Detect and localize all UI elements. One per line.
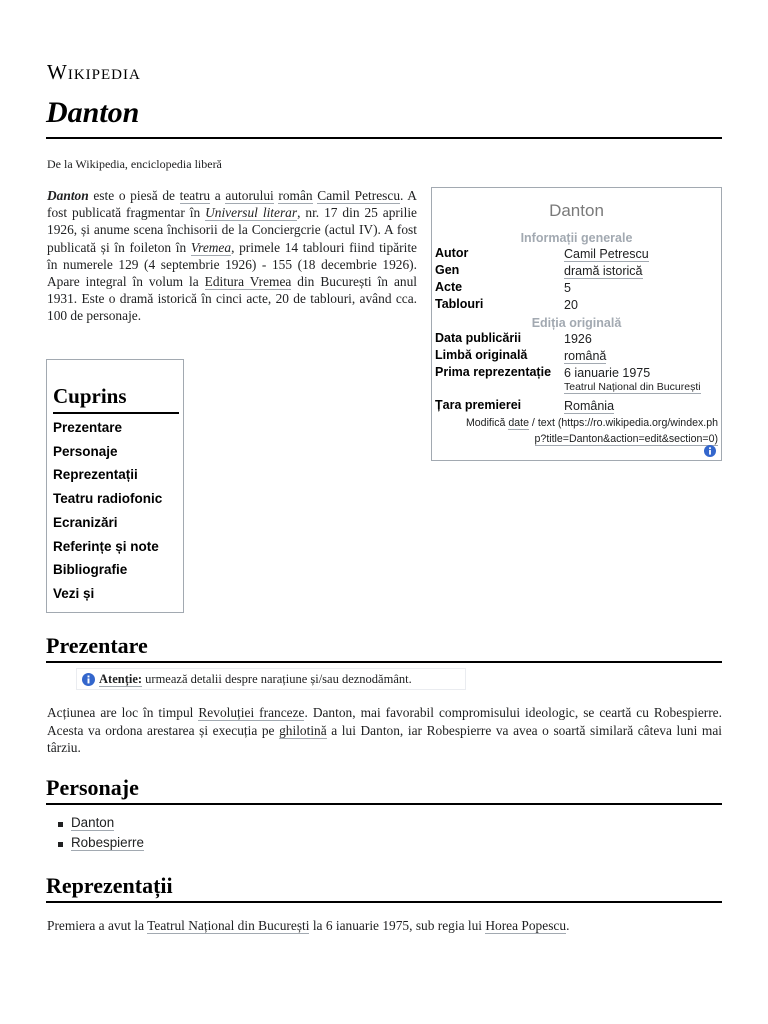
infobox-value-gen[interactable]: dramă istorică [564, 264, 643, 278]
notice-body: urmează detalii despre narațiune și/sau deznodământ. [142, 672, 412, 686]
link-horea-popescu[interactable]: Horea Popescu [485, 918, 567, 933]
table-of-contents [46, 359, 184, 613]
list-bullet [58, 822, 63, 827]
infobox-edit-date-link[interactable]: date [508, 417, 529, 429]
paragraph-text: la 6 ianuarie 1975, sub regia lui [309, 918, 486, 933]
intro-text: a [210, 188, 226, 203]
heading-prezentare: Prezentare [46, 633, 148, 658]
intro-text: , primele 14 tablouri fiind tipărite în numerele 129 (4 septembrie 1926) - 155 (18 decembrie 1926). Apare integral în volum la [47, 239, 417, 290]
intro-text: , nr. 17 din 25 aprilie 1926, și anume scena închisorii de la Conciergcrie (actul IV). A fost publicată și în foileton în [47, 205, 417, 255]
toc-item-prezentare[interactable]: Prezentare [53, 420, 123, 435]
infobox-edit-footer [435, 415, 718, 447]
intro-text: . A fost publicată fragmentar în [47, 188, 417, 221]
link-autorului[interactable]: autorului [225, 188, 274, 203]
page-title: Danton [46, 96, 140, 129]
infobox-value-tara[interactable]: România [564, 399, 615, 413]
list-item-robespierre[interactable]: Robespierre [71, 835, 144, 850]
notice-text [99, 672, 412, 687]
link-teatru[interactable]: teatru [179, 188, 211, 203]
info-icon[interactable] [704, 445, 716, 457]
infobox-value-tablouri: 20 [564, 298, 578, 312]
title-divider [46, 137, 722, 139]
heading-divider [46, 901, 722, 903]
infobox-value-acte: 5 [564, 281, 571, 295]
intro-paragraph [47, 187, 417, 325]
paragraph-text: Premiera a avut la [47, 918, 148, 933]
reprezentatii-paragraph [47, 918, 569, 934]
toc-item-reprezentatii[interactable]: Reprezentații [53, 467, 138, 482]
paragraph-text: . [566, 918, 570, 933]
infobox-title: Danton [549, 201, 604, 220]
infobox-key-acte: Acte [435, 280, 463, 294]
link-revolutiei-franceze[interactable]: Revoluției franceze [198, 705, 305, 720]
list-item-danton[interactable]: Danton [71, 815, 115, 830]
toc-item-bibliografie[interactable]: Bibliografie [53, 562, 128, 577]
infobox-section-general: Informații generale [520, 231, 633, 245]
link-vremea[interactable]: Vremea [190, 239, 232, 255]
intro-subject: Danton [47, 188, 89, 203]
toc-item-personaje[interactable]: Personaje [53, 444, 118, 459]
infobox-value-data-publicarii: 1926 [564, 332, 592, 346]
infobox-key-autor: Autor [435, 246, 469, 260]
infobox-edit-text-link[interactable]: p?title=Danton&action=edit&section=0) [534, 433, 718, 445]
link-camil-petrescu[interactable]: Camil Petrescu [317, 188, 401, 203]
toc-title: Cuprins [53, 384, 127, 408]
infobox-key-limba: Limbă originală [435, 348, 528, 362]
infobox-key-prima-reprezentatie: Prima reprezentație [435, 365, 552, 379]
paragraph-text: . Danton, mai favorabil compromisului ideologic, se ceartă cu Robespierre. Acesta va ordona arestarea și execuția pe [47, 705, 722, 738]
heading-divider [46, 661, 722, 663]
heading-personaje: Personaje [46, 775, 139, 800]
toc-item-ecranizari[interactable]: Ecranizări [53, 515, 118, 530]
list-bullet [58, 842, 63, 847]
link-ghilotina[interactable]: ghilotină [279, 722, 327, 738]
info-icon [82, 673, 95, 686]
infobox-value-teatrul[interactable]: Teatrul Național din București [564, 381, 701, 393]
heading-reprezentatii: Reprezentații [46, 873, 173, 898]
toc-divider [53, 412, 179, 414]
wikipedia-wordmark[interactable]: Wikipedia [47, 60, 141, 84]
toc-item-teatru-radiofonic[interactable]: Teatru radiofonic [53, 491, 163, 506]
prezentare-paragraph [47, 704, 722, 757]
infobox-key-data-publicarii: Data publicării [435, 331, 522, 345]
infobox-key-tara: Țara premierei [435, 398, 522, 412]
infobox-value-autor[interactable]: Camil Petrescu [564, 247, 649, 261]
infobox [431, 187, 722, 461]
link-editura-vremea[interactable]: Editura Vremea [204, 274, 292, 290]
heading-divider [46, 803, 722, 805]
footer-text: Modifică [465, 417, 509, 429]
infobox-key-gen: Gen [435, 263, 460, 277]
infobox-value-limba[interactable]: română [564, 349, 607, 363]
footer-text: / text (https://ro.wikipedia.org/windex.ph [528, 417, 718, 429]
paragraph-text: Acțiunea are loc în timpul [47, 705, 199, 720]
infobox-section-edition: Ediția originală [531, 316, 622, 330]
notice-label[interactable]: Atenție: [99, 672, 143, 686]
infobox-key-tablouri: Tablouri [435, 297, 484, 311]
link-universul-literar[interactable]: Universul literar [205, 205, 298, 221]
intro-text: este o piesă de [88, 188, 180, 203]
paragraph-text: a lui Danton, iar Robespierre va avea o soartă similară câteva luni mai târziu. [47, 722, 722, 755]
toc-item-vezi-si[interactable]: Vezi și [53, 586, 95, 601]
intro-text: din București în anul 1931. Este o dramă istorică în cinci acte, 20 de tablouri, având cca. 100 de personaje. [47, 274, 418, 324]
tagline: De la Wikipedia, enciclopedia liberă [47, 157, 222, 171]
spoiler-notice [76, 668, 466, 690]
infobox-value-prima-reprezentatie: 6 ianuarie 1975 [564, 366, 651, 380]
toc-item-referinte[interactable]: Referințe și note [53, 539, 159, 554]
link-roman[interactable]: român [278, 188, 313, 203]
link-teatrul-national[interactable]: Teatrul Național din București [147, 918, 310, 933]
